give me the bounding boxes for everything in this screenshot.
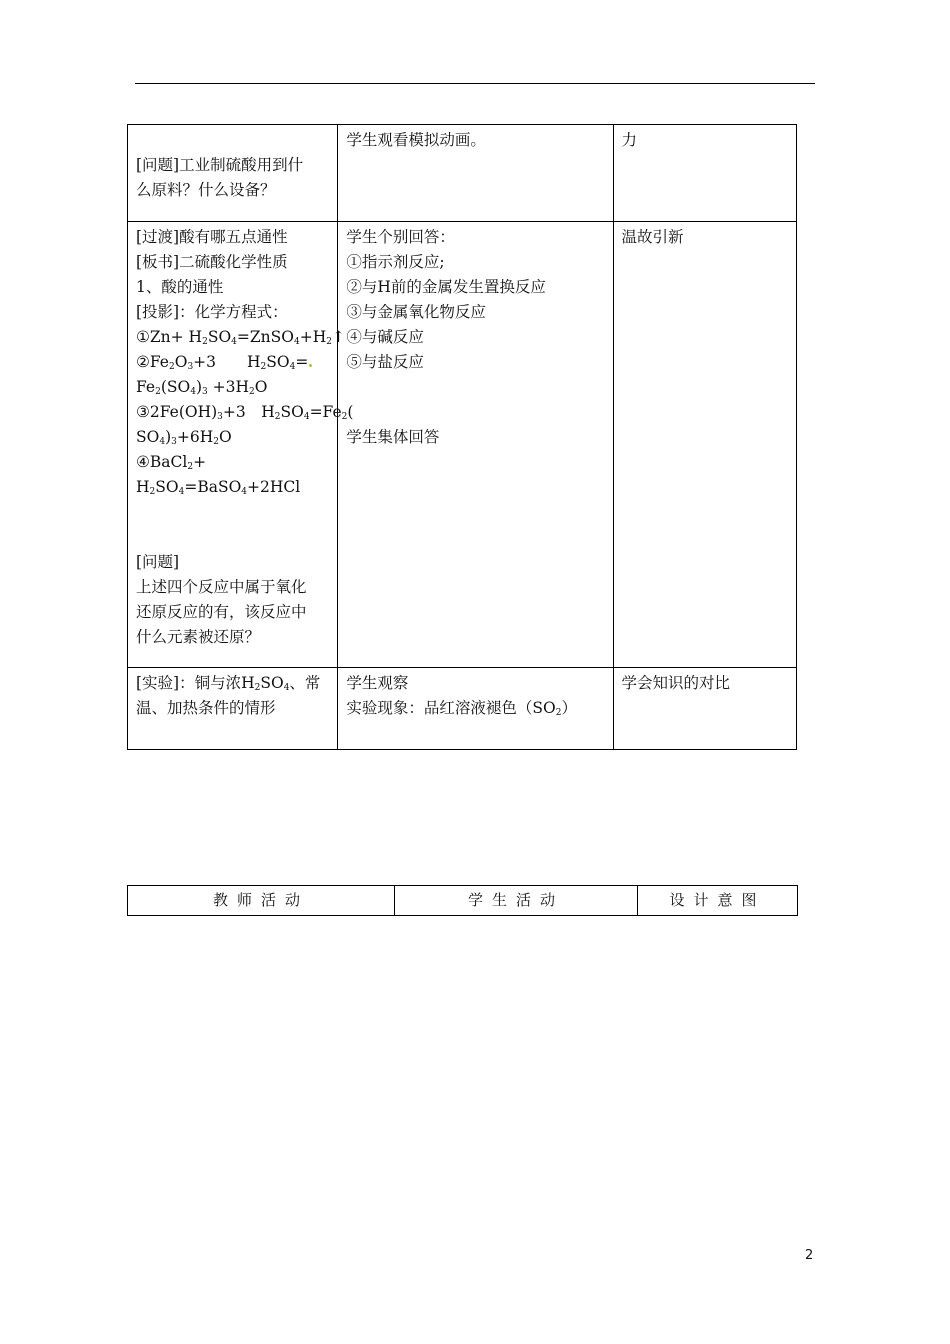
teacher-text: [板书]二硫酸化学性质 — [136, 253, 288, 271]
header-design-intent: 设计意图 — [638, 886, 798, 916]
equation-text: $SO_4)_3+6H_2O$ — [136, 428, 232, 447]
teacher-text: [问题]工业制硫酸用到什 — [136, 156, 304, 174]
student-text: 学生集体回答 — [346, 428, 440, 446]
teacher-text: [投影]：化学方程式： — [136, 303, 288, 321]
teacher-activity-cell — [128, 125, 338, 222]
question-text: 还原反应的有，该反应中 — [136, 603, 307, 621]
teacher-text: [过渡]酸有哪五点通性 — [136, 228, 288, 246]
student-text: ③与金属氧化物反应 — [346, 303, 486, 321]
question-text: 什么元素被还原？ — [136, 628, 261, 646]
header-rule — [135, 83, 815, 84]
equation-text: $③2Fe(OH)_3+3$ $H_2SO_4=Fe_2$( — [136, 403, 354, 422]
student-activity-cell — [338, 668, 613, 750]
page-number: 2 — [805, 1248, 814, 1263]
intent-text: 力 — [621, 131, 638, 149]
equation-3a — [136, 400, 354, 425]
equation-text: $H_2SO_4=BaSO_4+2HCl$ — [136, 478, 301, 497]
student-text: ④与碱反应 — [346, 328, 424, 346]
equation-2a — [136, 350, 329, 375]
column-header-table — [127, 885, 798, 916]
student-text: ①指示剂反应; — [346, 253, 445, 271]
design-intent-cell — [613, 125, 796, 222]
equation-text: ④BaCl$_2$+ — [136, 453, 207, 472]
table-row — [128, 886, 798, 916]
mark-dot — [309, 364, 312, 367]
teacher-activity-cell — [128, 222, 354, 668]
header-student-activity: 学生活动 — [395, 886, 638, 916]
student-text: 实验现象：品红溶液褪色$(SO_2)$ — [346, 699, 577, 718]
teacher-activity-cell — [128, 668, 338, 750]
teacher-text: 1、酸的通性 — [136, 278, 224, 296]
student-activity-cell — [338, 125, 613, 222]
table-row — [128, 125, 797, 222]
table-row — [128, 222, 797, 668]
student-text: ②与H前的金属发生置换反应 — [346, 278, 546, 296]
student-text: 学生观看模拟动画。 — [346, 131, 486, 149]
equation-2b — [136, 375, 329, 400]
student-text: ⑤与盐反应 — [346, 353, 424, 371]
intent-text: 温故引新 — [621, 228, 684, 246]
design-intent-cell — [613, 222, 796, 668]
teacher-text: [实验]：铜与浓$H_2SO_4$、常 — [136, 674, 321, 693]
intent-text: 学会知识的对比 — [621, 674, 731, 692]
equation-4a — [136, 450, 329, 475]
equation-text: $②Fe_2O_3+3$ $H_2SO_4=$ — [136, 353, 309, 372]
design-intent-cell — [613, 668, 796, 750]
student-text: 学生个别回答： — [346, 228, 455, 246]
header-teacher-activity: 教师活动 — [128, 886, 395, 916]
student-text: 学生观察 — [346, 674, 409, 692]
teacher-text: 温、加热条件的情形 — [136, 699, 276, 717]
table-row — [128, 668, 797, 750]
equation-1 — [136, 325, 345, 350]
lesson-plan-table — [127, 124, 797, 750]
equation-text: $Fe_2(SO_4)_3 +3H_2O$ — [136, 378, 268, 397]
equation-3b — [136, 425, 329, 450]
question-text: 上述四个反应中属于氧化 — [136, 578, 307, 596]
equation-text: ①Zn+ $H_2SO_4=ZnSO_4+H_2↑$ — [136, 328, 345, 347]
teacher-text: 么原料？什么设备？ — [136, 181, 276, 199]
equation-4b — [136, 475, 329, 500]
question-text: [问题] — [136, 553, 180, 571]
student-activity-cell — [338, 222, 613, 668]
